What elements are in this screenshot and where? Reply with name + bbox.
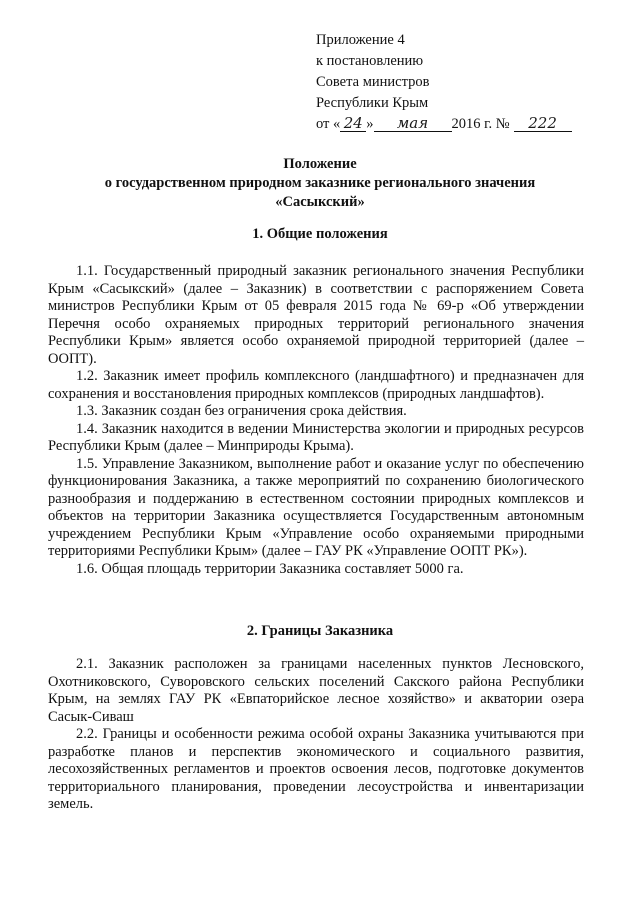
section-1-heading: 1. Общие положения xyxy=(252,226,388,242)
attachment-line-2: к постановлению xyxy=(316,53,424,69)
date-prefix: от « xyxy=(316,116,341,132)
attachment-line-4: Республики Крым xyxy=(316,95,429,111)
date-mid: » xyxy=(366,116,374,132)
title-line-1: Положение xyxy=(283,156,357,172)
attachment-date-line xyxy=(316,114,572,135)
paragraph-1-6: 1.6. Общая площадь территории Заказника составляет 5000 га. xyxy=(76,560,464,577)
paragraph-1-2: 1.2. Заказник имеет профиль комплексного (ландшафтного) и предназначен для сохранения и восстановления природных комплексов (природных ландшафтов). xyxy=(48,368,584,402)
paragraph-2-1: 2.1. Заказник расположен за границами населенных пунктов Лесновского, Охотниковского, Суворовского сельских поселений Сакского района Республики Крым, на землях ГАУ РК «Евпаторийское лесное хозяйство» и акватории озера Сасык-Сиваш xyxy=(48,656,584,725)
document-title xyxy=(40,155,600,212)
title-line-2: о государственном природном заказнике регионального значения xyxy=(104,175,536,191)
paragraph-1-1: 1.1. Государственный природный заказник регионального значения Республики Крым «Сасыкский» (далее – Заказник) в соответствии с распоряжением Совета министров Республики Крым от 05 февраля 2015 года № 69-р «Об утверждении Перечня особо охраняемых природных территорий регионального значения Республики Крым» является особо охраняемой природной территорией (далее – ООПТ). xyxy=(48,263,584,367)
paragraph-1-5: 1.5. Управление Заказником, выполнение работ и оказание услуг по обеспечению функционирования Заказника, а также мероприятий по сохранению биологического разнообразия и поддержанию в естественном состоянии природных комплексов и объектов на территории Заказника осуществляется Государственным автономным учреждением Республики Крым «Управление особо охраняемыми природными территориями Республики Крым» (далее – ГАУ РК «Управление ООПТ РК»). xyxy=(48,455,584,559)
title-line-3: «Сасыкский» xyxy=(275,194,365,210)
year-text: 2016 г. № xyxy=(451,116,510,132)
handwritten-month: мая xyxy=(374,115,452,132)
section-2-body xyxy=(48,656,584,814)
paragraph-2-2: 2.2. Границы и особенности режима особой охраны Заказника учитываются при разработке планов и перспектив экономического и социального развития, лесохозяйственных регламентов и проектов освоения лесов, подготовке документов территориального планирования, проведении лесоустройства и инвентаризации земель. xyxy=(48,726,584,812)
attachment-line-3: Совета министров xyxy=(316,74,430,90)
paragraph-1-4: 1.4. Заказник находится в ведении Министерства экологии и природных ресурсов Республики Крым (далее – Минприроды Крыма). xyxy=(48,420,584,454)
handwritten-number: 222 xyxy=(514,115,572,132)
attachment-block xyxy=(316,30,572,135)
attachment-line-1: Приложение 4 xyxy=(316,32,405,48)
section-2-heading: 2. Границы Заказника xyxy=(246,623,394,639)
paragraph-1-3: 1.3. Заказник создан без ограничения срока действия. xyxy=(76,403,407,419)
handwritten-day: 24 xyxy=(340,115,366,132)
section-1-body xyxy=(48,263,584,578)
